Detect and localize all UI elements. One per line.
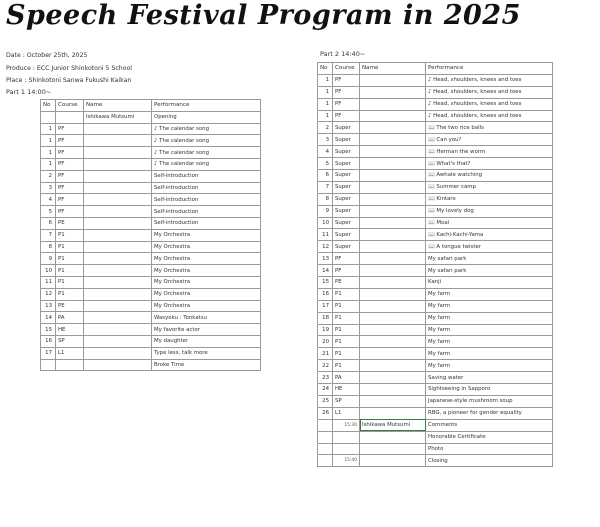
table-row — [41, 312, 261, 324]
table-row — [318, 324, 553, 336]
cell-name[interactable] — [360, 217, 426, 229]
table-row — [318, 431, 553, 443]
cell-course[interactable]: PA — [56, 312, 84, 324]
table-header-row — [318, 63, 553, 75]
table-header-row — [41, 100, 261, 112]
cell-performance[interactable]: My farm — [426, 300, 553, 312]
table-row — [318, 74, 553, 86]
part2-table — [317, 62, 553, 467]
table-row — [41, 241, 261, 253]
cell-performance[interactable]: Saving water — [426, 372, 553, 384]
cell-course[interactable]: PF — [333, 253, 360, 265]
cell-course[interactable]: PE — [56, 217, 84, 229]
cell-name[interactable] — [360, 443, 426, 455]
event-date: Date : October 25th, 2025 — [6, 52, 88, 59]
cell-no[interactable]: 1 — [318, 86, 333, 98]
part2-label: Part 2 14:40~ — [320, 50, 366, 58]
cell-no[interactable]: 24 — [318, 384, 333, 396]
table-row — [41, 170, 261, 182]
cell-no[interactable]: 6 — [318, 170, 333, 182]
table-row — [318, 360, 553, 372]
cell-no[interactable]: 7 — [41, 229, 56, 241]
table-row — [318, 170, 553, 182]
cell-performance[interactable]: My daughter — [152, 335, 261, 347]
cell-name[interactable] — [360, 86, 426, 98]
table-row — [318, 312, 553, 324]
cell-course[interactable]: P1 — [333, 312, 360, 324]
cell-no[interactable]: 1 — [41, 147, 56, 159]
part1-table — [40, 99, 261, 371]
cell-performance[interactable]: ♪ Head, shoulders, knees and toes — [426, 86, 553, 98]
cell-course[interactable]: SP — [56, 335, 84, 347]
header-course[interactable]: Course — [333, 63, 360, 75]
cell-name[interactable] — [84, 347, 152, 359]
cell-name[interactable]: Ishikawa Mutsumi — [360, 419, 426, 431]
cell-course[interactable]: HE — [56, 324, 84, 336]
cell-name[interactable] — [360, 455, 426, 467]
cell-name[interactable] — [84, 170, 152, 182]
cell-performance[interactable]: My safari park — [426, 265, 553, 277]
cell-course[interactable]: Super — [333, 181, 360, 193]
cell-name[interactable] — [360, 241, 426, 253]
cell-name[interactable] — [360, 431, 426, 443]
cell-name[interactable] — [84, 182, 152, 194]
header-name[interactable]: Name — [360, 63, 426, 75]
cell-course[interactable]: PF — [56, 170, 84, 182]
cell-course[interactable]: P1 — [333, 336, 360, 348]
cell-no[interactable]: 26 — [318, 407, 333, 419]
cell-course[interactable]: Super — [333, 205, 360, 217]
cell-performance[interactable]: 📖 The two rice balls — [426, 122, 553, 134]
cell-performance[interactable]: My Orchestra — [152, 300, 261, 312]
table-row — [41, 253, 261, 265]
table-row — [318, 181, 553, 193]
cell-course[interactable]: PF — [56, 135, 84, 147]
cell-no[interactable]: 20 — [318, 336, 333, 348]
cell-no[interactable] — [318, 419, 333, 431]
cell-name[interactable] — [360, 277, 426, 289]
table-row — [318, 443, 553, 455]
cell-performance[interactable]: 📖 Kachi-Kachi-Yama — [426, 229, 553, 241]
table-row — [41, 158, 261, 170]
cell-no[interactable]: 3 — [41, 182, 56, 194]
cell-no[interactable]: 10 — [318, 217, 333, 229]
cell-name[interactable] — [360, 98, 426, 110]
cell-performance[interactable]: My Orchestra — [152, 276, 261, 288]
cell-no[interactable]: 6 — [41, 217, 56, 229]
cell-no[interactable]: 21 — [318, 348, 333, 360]
table-row — [41, 182, 261, 194]
cell-name[interactable] — [360, 372, 426, 384]
cell-no[interactable]: 17 — [318, 300, 333, 312]
cell-course[interactable]: P1 — [56, 241, 84, 253]
table-row — [318, 241, 553, 253]
cell-no[interactable]: 12 — [41, 288, 56, 300]
cell-course[interactable]: PF — [56, 123, 84, 135]
cell-no[interactable]: 1 — [318, 74, 333, 86]
cell-performance[interactable]: My safari park — [426, 253, 553, 265]
cell-performance[interactable]: My farm — [426, 360, 553, 372]
cell-course[interactable]: PF — [333, 110, 360, 122]
header-course[interactable]: Course — [56, 100, 84, 112]
cell-performance[interactable]: 📖 Summer camp — [426, 181, 553, 193]
cell-no[interactable]: 15 — [318, 277, 333, 289]
cell-no[interactable]: 5 — [41, 206, 56, 218]
cell-performance[interactable]: My farm — [426, 348, 553, 360]
table-row — [318, 277, 553, 289]
cell-name[interactable] — [360, 300, 426, 312]
cell-name[interactable] — [360, 348, 426, 360]
cell-performance[interactable]: ♪ The calendar song — [152, 158, 261, 170]
cell-name[interactable] — [84, 276, 152, 288]
cell-course[interactable]: P1 — [56, 288, 84, 300]
cell-course[interactable]: PF — [56, 182, 84, 194]
cell-course[interactable]: Super — [333, 170, 360, 182]
table-row — [318, 134, 553, 146]
cell-course[interactable]: P1 — [56, 276, 84, 288]
cell-course[interactable] — [56, 111, 84, 123]
cell-no[interactable]: 11 — [41, 276, 56, 288]
cell-performance[interactable]: 📖 Moai — [426, 217, 553, 229]
table-row — [318, 98, 553, 110]
table-row — [318, 455, 553, 467]
cell-no[interactable]: 1 — [41, 158, 56, 170]
cell-performance[interactable]: Self-introduction — [152, 206, 261, 218]
table-row — [318, 229, 553, 241]
table-row — [318, 122, 553, 134]
table-row — [318, 348, 553, 360]
cell-name[interactable] — [360, 170, 426, 182]
cell-name[interactable] — [360, 74, 426, 86]
cell-no[interactable] — [318, 443, 333, 455]
cell-no[interactable]: 16 — [318, 288, 333, 300]
cell-name[interactable] — [84, 324, 152, 336]
cell-no[interactable]: 8 — [41, 241, 56, 253]
cell-performance[interactable]: My Orchestra — [152, 229, 261, 241]
cell-performance[interactable]: My farm — [426, 336, 553, 348]
cell-name[interactable] — [360, 384, 426, 396]
table-row — [318, 395, 553, 407]
cell-name[interactable] — [84, 194, 152, 206]
cell-performance[interactable]: Photo — [426, 443, 553, 455]
cell-name[interactable] — [84, 135, 152, 147]
cell-no[interactable]: 13 — [41, 300, 56, 312]
cell-performance[interactable]: ♪ The calendar song — [152, 147, 261, 159]
cell-course[interactable]: Super — [333, 193, 360, 205]
cell-no[interactable]: 5 — [318, 158, 333, 170]
cell-performance[interactable]: My farm — [426, 312, 553, 324]
cell-performance[interactable]: 📖 Herman the worm — [426, 146, 553, 158]
cell-course[interactable]: PE — [333, 277, 360, 289]
part1-label: Part 1 14:00~ — [6, 88, 52, 96]
table-row — [41, 265, 261, 277]
cell-no[interactable]: 9 — [318, 205, 333, 217]
cell-performance[interactable]: Comments — [426, 419, 553, 431]
cell-no[interactable]: 7 — [318, 181, 333, 193]
table-row — [318, 407, 553, 419]
cell-performance[interactable]: My farm — [426, 288, 553, 300]
table-row — [318, 336, 553, 348]
cell-course[interactable]: PE — [56, 300, 84, 312]
cell-performance[interactable]: Kanji — [426, 277, 553, 289]
cell-name[interactable] — [84, 300, 152, 312]
cell-name[interactable] — [360, 336, 426, 348]
table-row — [318, 146, 553, 158]
cell-no[interactable]: 11 — [318, 229, 333, 241]
table-row — [318, 217, 553, 229]
cell-course[interactable]: PF — [333, 74, 360, 86]
cell-performance[interactable]: Broke Time — [152, 359, 261, 371]
table-row — [318, 384, 553, 396]
cell-no[interactable]: 2 — [41, 170, 56, 182]
cell-course[interactable]: Super — [333, 217, 360, 229]
cell-course[interactable]: PA — [333, 372, 360, 384]
cell-no[interactable]: 19 — [318, 324, 333, 336]
header-performance[interactable]: Performance — [426, 63, 553, 75]
cell-no[interactable]: 14 — [318, 265, 333, 277]
cell-name[interactable] — [360, 146, 426, 158]
cell-course[interactable] — [333, 443, 360, 455]
cell-name[interactable] — [84, 147, 152, 159]
cell-name[interactable] — [360, 288, 426, 300]
table-row — [41, 135, 261, 147]
cell-performance[interactable]: Self-introduction — [152, 182, 261, 194]
cell-no[interactable]: 23 — [318, 372, 333, 384]
cell-name[interactable] — [360, 193, 426, 205]
cell-course[interactable]: SP — [333, 395, 360, 407]
cell-performance[interactable]: My Orchestra — [152, 253, 261, 265]
cell-name[interactable] — [360, 407, 426, 419]
cell-name[interactable] — [360, 395, 426, 407]
cell-name[interactable] — [360, 181, 426, 193]
cell-no[interactable]: 22 — [318, 360, 333, 372]
cell-course[interactable]: P1 — [333, 348, 360, 360]
cell-name[interactable] — [360, 110, 426, 122]
table-row — [41, 147, 261, 159]
cell-course[interactable]: PF — [333, 86, 360, 98]
cell-name[interactable] — [84, 288, 152, 300]
cell-course[interactable]: P1 — [333, 288, 360, 300]
cell-name[interactable] — [84, 217, 152, 229]
cell-course[interactable]: 15:40 — [333, 455, 360, 467]
cell-name[interactable] — [84, 359, 152, 371]
table-row — [41, 206, 261, 218]
cell-name[interactable] — [360, 205, 426, 217]
cell-name[interactable] — [84, 265, 152, 277]
cell-no[interactable]: 8 — [318, 193, 333, 205]
cell-performance[interactable]: ♪ Head, shoulders, knees and toes — [426, 98, 553, 110]
cell-performance[interactable]: ♪ The calendar song — [152, 123, 261, 135]
cell-performance[interactable]: My favorite actor — [152, 324, 261, 336]
cell-no[interactable]: 13 — [318, 253, 333, 265]
cell-performance[interactable]: My Orchestra — [152, 265, 261, 277]
cell-name[interactable] — [84, 229, 152, 241]
cell-no[interactable]: 2 — [318, 122, 333, 134]
cell-performance[interactable]: RBG, a pioneer for gender equality — [426, 407, 553, 419]
cell-course[interactable]: L1 — [333, 407, 360, 419]
cell-course[interactable]: PF — [333, 98, 360, 110]
table-row — [41, 276, 261, 288]
cell-performance[interactable]: My farm — [426, 324, 553, 336]
cell-performance[interactable]: ♪ The calendar song — [152, 135, 261, 147]
table-row — [318, 205, 553, 217]
cell-no[interactable]: 4 — [318, 146, 333, 158]
cell-course[interactable]: P1 — [333, 324, 360, 336]
cell-no[interactable]: 25 — [318, 395, 333, 407]
table-row — [318, 265, 553, 277]
cell-no[interactable]: 1 — [41, 123, 56, 135]
cell-course[interactable]: P1 — [333, 360, 360, 372]
cell-performance[interactable]: 📖 Can you? — [426, 134, 553, 146]
header-no[interactable]: No — [41, 100, 56, 112]
event-place: Place : Shinkotoni Sanwa Fukushi Kaikan — [6, 77, 132, 84]
cell-name[interactable] — [360, 312, 426, 324]
cell-course[interactable]: P1 — [333, 300, 360, 312]
cell-performance[interactable]: Honorable Certificate — [426, 431, 553, 443]
cell-course[interactable]: P1 — [56, 253, 84, 265]
cell-no[interactable] — [41, 359, 56, 371]
table-row — [41, 359, 261, 371]
cell-name[interactable] — [84, 241, 152, 253]
cell-name[interactable] — [360, 360, 426, 372]
cell-name[interactable] — [84, 312, 152, 324]
cell-name[interactable] — [84, 158, 152, 170]
cell-course[interactable]: Super — [333, 229, 360, 241]
cell-name[interactable]: Ishikawa Mutsumi — [84, 111, 152, 123]
cell-performance[interactable]: My Orchestra — [152, 241, 261, 253]
table-row — [318, 158, 553, 170]
cell-course[interactable]: Super — [333, 146, 360, 158]
table-row — [318, 300, 553, 312]
cell-no[interactable]: 16 — [41, 335, 56, 347]
cell-name[interactable] — [360, 324, 426, 336]
cell-name[interactable] — [360, 265, 426, 277]
cell-no[interactable] — [318, 431, 333, 443]
cell-course[interactable]: PF — [56, 147, 84, 159]
cell-course[interactable]: Super — [333, 134, 360, 146]
cell-performance[interactable]: 📖 Awhale watching — [426, 170, 553, 182]
cell-course[interactable]: P1 — [56, 229, 84, 241]
cell-no[interactable]: 18 — [318, 312, 333, 324]
cell-performance[interactable]: Closing — [426, 455, 553, 467]
cell-no[interactable]: 1 — [318, 110, 333, 122]
table-row — [41, 194, 261, 206]
table-row — [318, 193, 553, 205]
table-row — [41, 288, 261, 300]
table-row — [318, 419, 553, 431]
cell-performance[interactable]: Self-introduction — [152, 217, 261, 229]
cell-no[interactable] — [318, 455, 333, 467]
cell-name[interactable] — [360, 253, 426, 265]
table-row — [41, 123, 261, 135]
cell-performance[interactable]: Self-introduction — [152, 170, 261, 182]
cell-no[interactable]: 1 — [41, 135, 56, 147]
cell-no[interactable]: 10 — [41, 265, 56, 277]
cell-no[interactable]: 9 — [41, 253, 56, 265]
cell-performance[interactable]: ♪ Head, shoulders, knees and toes — [426, 74, 553, 86]
cell-name[interactable] — [84, 206, 152, 218]
cell-performance[interactable]: 📖 What's that? — [426, 158, 553, 170]
cell-course[interactable]: Super — [333, 122, 360, 134]
cell-course[interactable]: PF — [56, 158, 84, 170]
table-row — [41, 335, 261, 347]
table-row — [318, 288, 553, 300]
table-row — [41, 111, 261, 123]
cell-name[interactable] — [360, 134, 426, 146]
cell-course[interactable]: Super — [333, 241, 360, 253]
cell-name[interactable] — [360, 122, 426, 134]
cell-performance[interactable]: Type less, talk more — [152, 347, 261, 359]
cell-performance[interactable]: Wasyoku : Tonkatsu — [152, 312, 261, 324]
cell-name[interactable] — [84, 335, 152, 347]
cell-name[interactable] — [84, 123, 152, 135]
table-row — [41, 347, 261, 359]
table-row — [41, 229, 261, 241]
cell-course[interactable]: L1 — [56, 347, 84, 359]
cell-course[interactable] — [56, 359, 84, 371]
cell-course[interactable]: 15:30 — [333, 419, 360, 431]
cell-course[interactable] — [333, 431, 360, 443]
cell-no[interactable]: 1 — [318, 98, 333, 110]
program-title: Speech Festival Program in 2025 — [6, 0, 521, 31]
table-row — [318, 86, 553, 98]
cell-performance[interactable]: 📖 A tongue twister — [426, 241, 553, 253]
cell-no[interactable]: 14 — [41, 312, 56, 324]
cell-name[interactable] — [360, 229, 426, 241]
cell-performance[interactable]: 📖 My lovely dog — [426, 205, 553, 217]
cell-performance[interactable]: Self-introduction — [152, 194, 261, 206]
table-row — [318, 253, 553, 265]
cell-performance[interactable]: Sightseeing in Sapporo — [426, 384, 553, 396]
cell-performance[interactable]: 📖 Kintaro — [426, 193, 553, 205]
table-row — [318, 372, 553, 384]
cell-course[interactable]: PF — [56, 206, 84, 218]
cell-performance[interactable]: My Orchestra — [152, 288, 261, 300]
table-row — [41, 324, 261, 336]
cell-performance[interactable]: Japanese-style mushroom soup — [426, 395, 553, 407]
event-producer: Produce : ECC Junior Shinkotoni 5 School — [6, 65, 132, 72]
cell-course[interactable]: Super — [333, 158, 360, 170]
cell-no[interactable]: 15 — [41, 324, 56, 336]
cell-no[interactable]: 12 — [318, 241, 333, 253]
cell-name[interactable] — [84, 253, 152, 265]
header-performance[interactable]: Performance — [152, 100, 261, 112]
header-name[interactable]: Name — [84, 100, 152, 112]
cell-name[interactable] — [360, 158, 426, 170]
header-no[interactable]: No — [318, 63, 333, 75]
cell-performance[interactable]: Opening — [152, 111, 261, 123]
cell-no[interactable]: 17 — [41, 347, 56, 359]
cell-no[interactable]: 4 — [41, 194, 56, 206]
cell-course[interactable]: HE — [333, 384, 360, 396]
cell-no[interactable]: 3 — [318, 134, 333, 146]
table-row — [41, 300, 261, 312]
cell-performance[interactable]: ♪ Head, shoulders, knees and toes — [426, 110, 553, 122]
table-row — [41, 217, 261, 229]
cell-no[interactable] — [41, 111, 56, 123]
cell-course[interactable]: PF — [56, 194, 84, 206]
table-row — [318, 110, 553, 122]
cell-course[interactable]: P1 — [56, 265, 84, 277]
cell-course[interactable]: PF — [333, 265, 360, 277]
